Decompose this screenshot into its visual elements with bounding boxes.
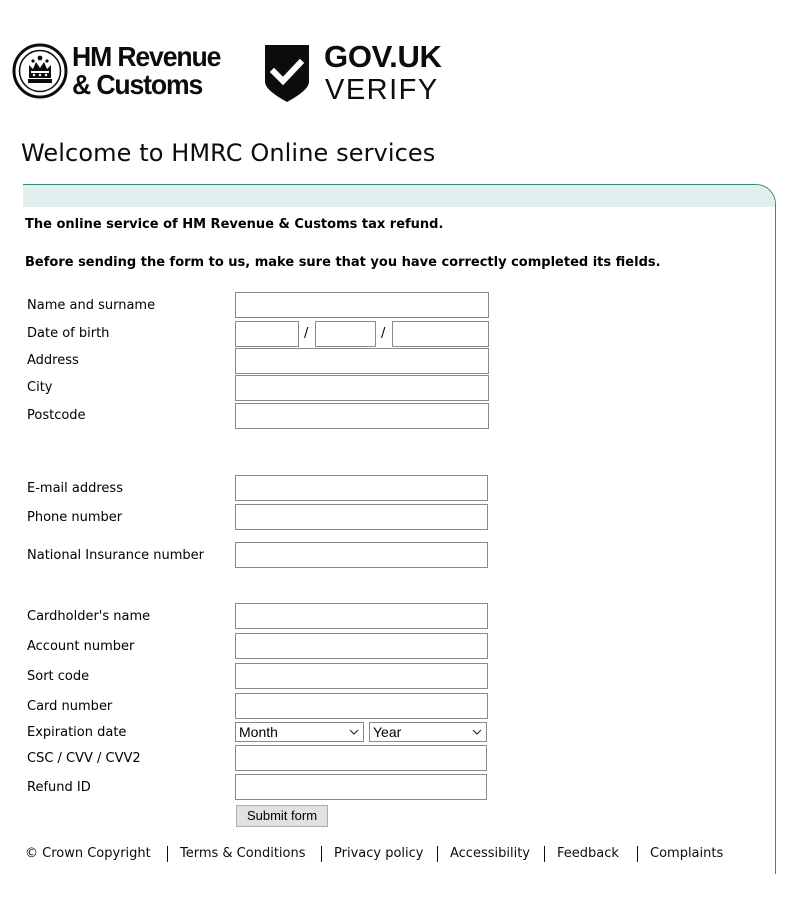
footer-link-feedback[interactable]: Feedback [557,846,619,861]
expiry-year-select[interactable] [369,722,487,742]
expiry-year-value: Year [373,724,402,740]
address-input[interactable] [235,348,489,374]
footer-divider [437,846,438,862]
expiry-label: Expiration date [27,725,127,740]
refund-id-label: Refund ID [27,780,91,795]
dob-year-input[interactable] [392,321,489,347]
footer-divider [167,846,168,862]
hmrc-logo-line2: & Customs [72,69,203,100]
dob-separator: / [381,326,386,341]
footer-link-complaints[interactable]: Complaints [650,846,724,861]
cardholder-input[interactable] [235,603,488,629]
chevron-down-icon [472,728,482,736]
dob-day-input[interactable] [235,321,299,347]
intro-text: The online service of HM Revenue & Customs tax refund. [25,217,444,232]
nino-input[interactable] [235,542,488,568]
card-number-label: Card number [27,699,113,714]
nino-label: National Insurance number [27,548,204,563]
hmrc-logo-line1: HM Revenue [72,41,221,72]
instructions-text: Before sending the form to us, make sure that you have correctly completed its fields. [25,255,661,270]
footer-link-terms[interactable]: Terms & Conditions [180,846,306,861]
city-label: City [27,380,53,395]
postcode-input[interactable] [235,403,489,429]
chevron-down-icon [349,728,359,736]
copyright-text: © Crown Copyright [25,846,151,861]
sort-code-label: Sort code [27,669,90,684]
dob-separator: / [304,326,309,341]
phone-input[interactable] [235,504,488,530]
name-input[interactable] [235,292,489,318]
city-input[interactable] [235,375,489,401]
verify-logo-line2: VERIFY [325,74,439,106]
govuk-logo-line1: GOV.UK [324,39,442,74]
hmrc-logo-text [72,43,220,99]
csc-label: CSC / CVV / CVV2 [27,751,141,766]
email-label: E-mail address [27,481,123,496]
name-label: Name and surname [27,298,156,313]
page-title: Welcome to HMRC Online services [21,139,436,167]
phone-label: Phone number [27,510,123,525]
shield-check-icon [262,42,312,104]
refund-id-input[interactable] [235,774,487,800]
card-number-input[interactable] [235,693,488,719]
panel-header-band [23,185,775,207]
postcode-label: Postcode [27,408,86,423]
email-input[interactable] [235,475,488,501]
submit-button[interactable]: Submit form [236,805,328,827]
dob-label: Date of birth [27,326,110,341]
expiry-month-value: Month [239,724,278,740]
dob-month-input[interactable] [315,321,376,347]
footer-divider [321,846,322,862]
footer-link-privacy[interactable]: Privacy policy [334,846,424,861]
expiry-month-select[interactable] [235,722,364,742]
royal-crest-icon [12,43,68,99]
address-label: Address [27,353,79,368]
footer-link-accessibility[interactable]: Accessibility [450,846,530,861]
account-number-input[interactable] [235,633,488,659]
gov-uk-verify-logo [262,40,462,106]
sort-code-input[interactable] [235,663,488,689]
footer-divider [637,846,638,862]
footer-divider [544,846,545,862]
cardholder-label: Cardholder's name [27,609,151,624]
account-number-label: Account number [27,639,135,654]
csc-input[interactable] [235,745,487,771]
hmrc-logo [12,43,232,103]
